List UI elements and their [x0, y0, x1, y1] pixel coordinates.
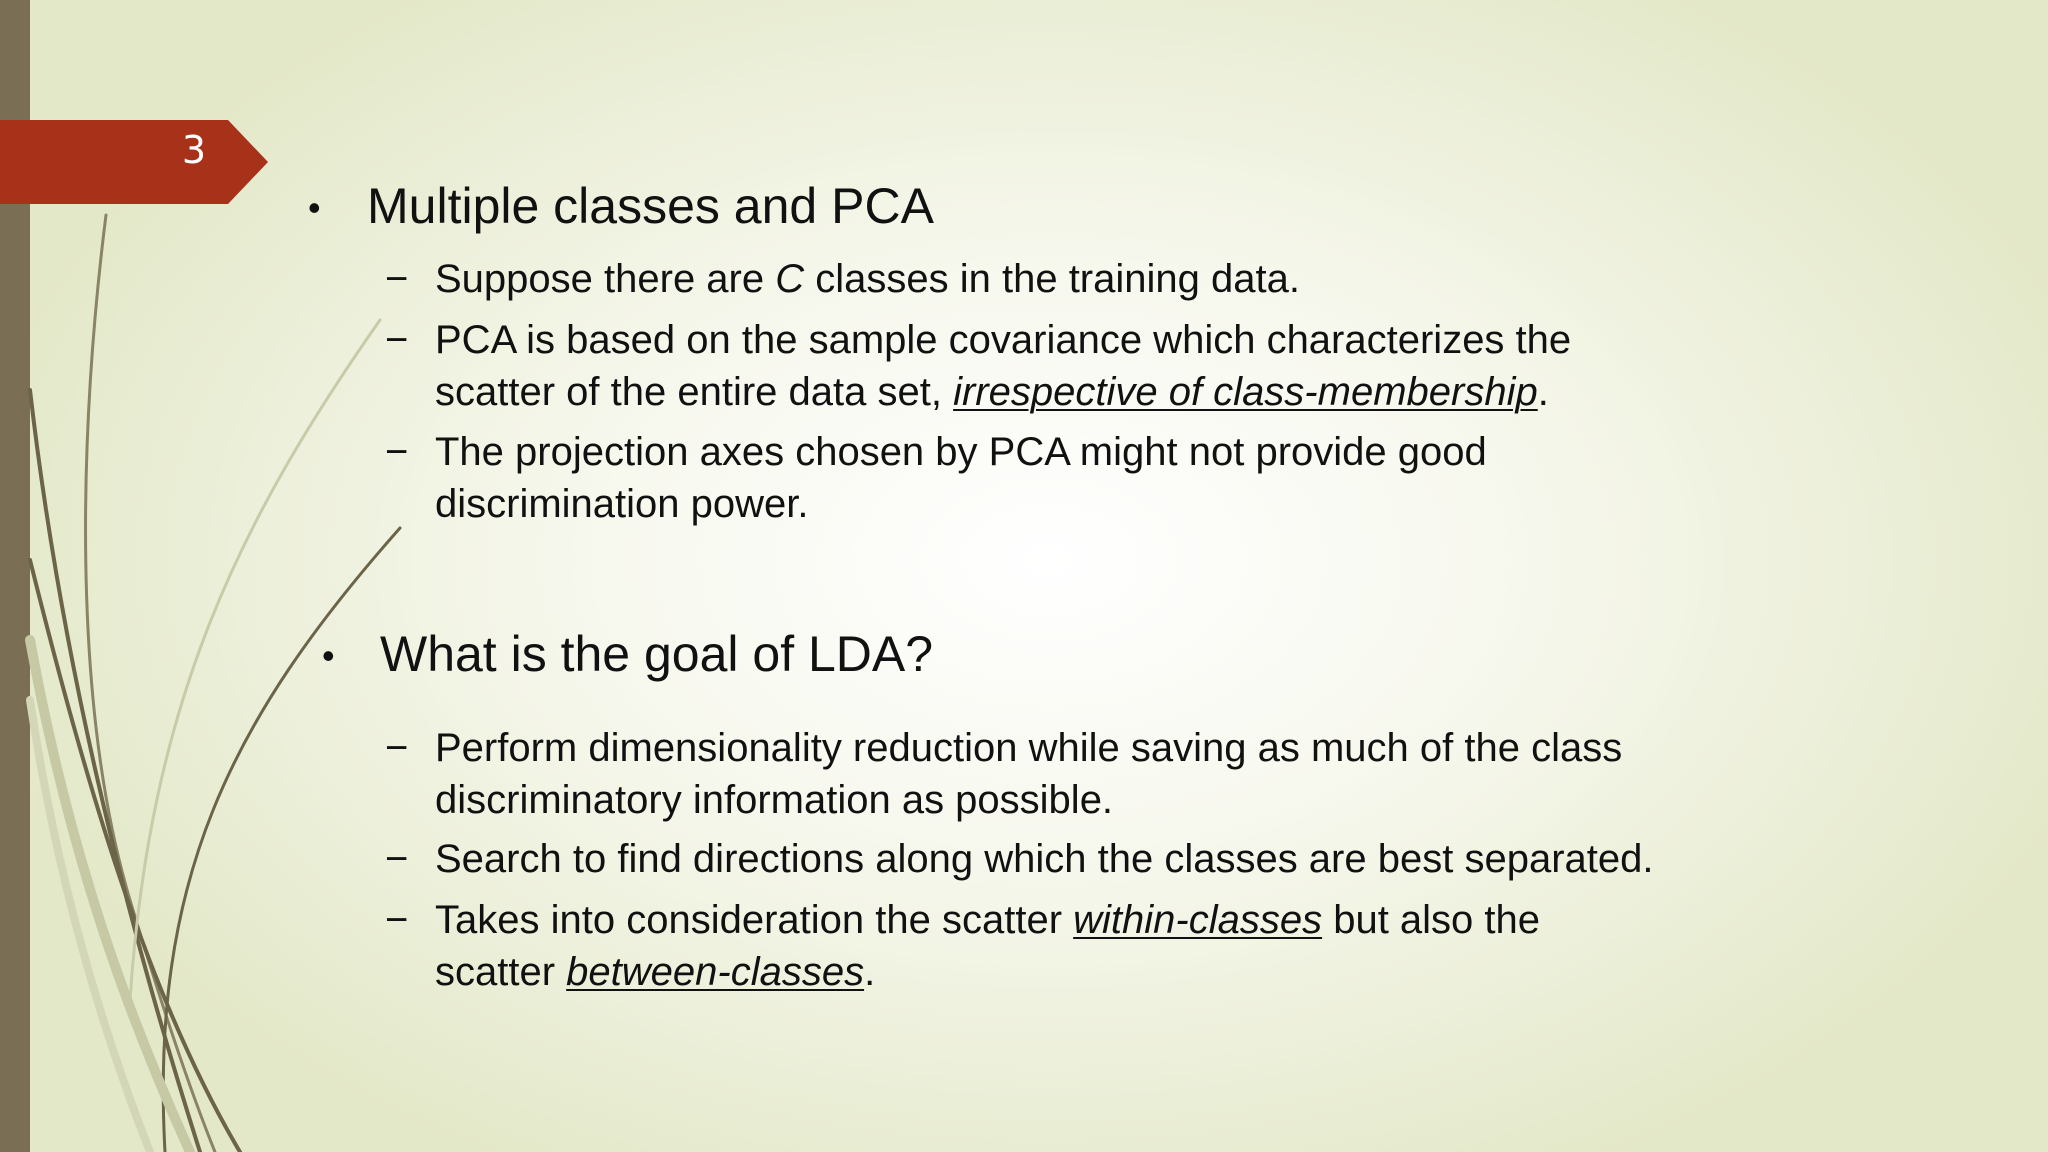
dash-marker: −	[385, 430, 409, 474]
list-item-line: scatter of the entire data set, irrespective of class-membership.	[435, 370, 1549, 414]
grass-curve	[86, 215, 215, 1152]
list-item-line: Search to find directions along which the classes are best separated.	[435, 837, 1654, 881]
dash-marker: −	[385, 898, 409, 942]
grass-curve	[30, 560, 240, 1152]
list-item-line: scatter between-classes.	[435, 950, 876, 994]
dash-marker: −	[385, 318, 409, 362]
list-item-line: Takes into consideration the scatter within-classes but also the	[435, 898, 1541, 942]
grass-curve	[30, 640, 190, 1152]
bullet-marker: •	[322, 635, 335, 676]
dash-marker: −	[385, 837, 409, 881]
slide-number: 3	[181, 128, 207, 172]
list-item-line: Perform dimensionality reduction while saving as much of the class	[435, 726, 1623, 770]
list-item-line: discrimination power.	[435, 482, 809, 526]
list-item-line: The projection axes chosen by PCA might not provide good	[435, 430, 1487, 474]
grass-curve	[163, 528, 400, 1152]
dash-marker: −	[385, 257, 409, 301]
bullet-marker: •	[308, 187, 321, 228]
grass-curve	[30, 390, 200, 1152]
list-item-line: discriminatory information as possible.	[435, 778, 1114, 822]
section-heading-lda: What is the goal of LDA?	[380, 626, 934, 682]
slide-number-tab	[0, 120, 270, 204]
list-item: Suppose there are C classes in the training data.	[435, 257, 1300, 301]
section-heading-pca: Multiple classes and PCA	[367, 178, 934, 234]
list-item-line: PCA is based on the sample covariance which characterizes the	[435, 318, 1572, 362]
grass-curve	[130, 320, 380, 1000]
grass-curve	[30, 700, 150, 1152]
dash-marker: −	[385, 726, 409, 770]
